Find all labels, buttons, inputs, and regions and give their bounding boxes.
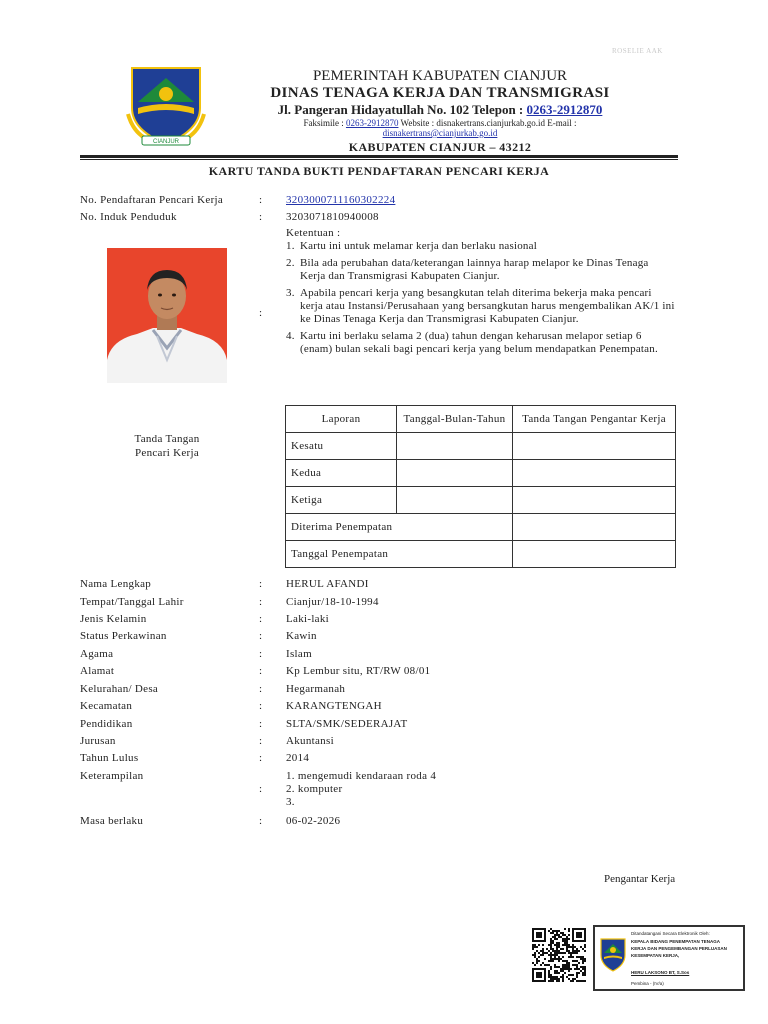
field-label: Kelurahan/ Desa — [80, 683, 159, 695]
address-value: Kp Lembur situ, RT/RW 08/01 — [286, 665, 431, 677]
date-cell[interactable] — [397, 487, 513, 514]
major-value: Akuntansi — [286, 735, 334, 747]
esign-name: HERU LAKSONO BT, S.Sos — [631, 970, 690, 975]
cianjur-logo — [124, 64, 208, 150]
colon: : — [259, 783, 263, 795]
rule-item: 1. Kartu ini untuk melamar kerja dan berlaku nasional — [286, 240, 537, 252]
fax-link[interactable]: 0263-2912870 — [345, 118, 399, 128]
sign-cell[interactable] — [513, 487, 676, 514]
birth-value: Cianjur/18-10-1994 — [286, 596, 379, 608]
officer-title: Pengantar Kerja — [604, 873, 676, 885]
header-government: PEMERINTAH KABUPATEN CIANJUR — [312, 68, 568, 84]
logo-text: CIANJUR — [152, 139, 180, 145]
colon: : — [259, 815, 263, 827]
colon: : — [259, 307, 263, 319]
district-value: KARANGTENGAH — [286, 700, 382, 712]
skill-item: 2. komputer — [286, 783, 343, 795]
esign-rank: Pembina - (IV/a) — [631, 981, 664, 986]
signature-label: Tanda Tangan Pencari Kerja — [134, 433, 200, 459]
header-address — [230, 102, 650, 118]
header-divider — [80, 155, 678, 158]
reg-number-label: No. Pendaftaran Pencari Kerja — [80, 194, 224, 206]
esign-position: KESEMPATAN KERJA, — [631, 953, 680, 958]
village-value: Hegarmanah — [286, 683, 346, 695]
rules-title: Ketentuan : — [286, 227, 341, 239]
validity-value: 06-02-2026 — [286, 815, 341, 827]
rules-list — [286, 240, 676, 360]
address-text: Jl. Pangeran Hidayatullah No. 102 Telepon : — [277, 102, 527, 117]
rule-item: 4. Kartu ini berlaku selama 2 (dua) tahun dengan keharusan melapor setiap 6 (enam) bulan sekali bagi pencari kerja yang belum mendapatkan Penempatan. — [286, 330, 658, 355]
skills-label: Keterampilan — [80, 770, 144, 782]
full-name-value: HERUL AFANDI — [286, 578, 369, 590]
date-cell[interactable] — [397, 433, 513, 460]
email-link[interactable]: disnakertrans@cianjurkab.go.id — [382, 128, 498, 138]
field-label: Agama — [80, 648, 114, 660]
rule-item: 3. Apabila pencari kerja yang besangkutan telah diterima bekerja maka pencari kerja atau Instansi/Perusahaan yang bersangkutan harus mengembalikan AK/1 ini ke Dinas Tenaga Kerja dan Transmigrasi Kabupaten Cianjur. — [286, 287, 675, 325]
esign-position: KERJA DAN PENGEMBANGAN PERLUASAN — [631, 946, 727, 951]
education-value: SLTA/SMK/SEDERAJAT — [286, 718, 408, 730]
field-label: Kecamatan — [80, 700, 133, 712]
sign-cell[interactable] — [513, 541, 676, 568]
field-label: Nama Lengkap — [80, 578, 152, 590]
colon: : — [259, 578, 263, 590]
row-label: Ketiga — [286, 487, 397, 514]
card-title: KARTU TANDA BUKTI PENDAFTARAN PENCARI KERJA — [208, 164, 550, 178]
table-header: Tanggal-Bulan-Tahun — [397, 406, 513, 433]
row-label: Diterima Penempatan — [286, 514, 513, 541]
colon: : — [259, 648, 263, 660]
reg-number-value[interactable]: 3203000711160302224 — [286, 194, 396, 206]
colon: : — [259, 194, 263, 206]
qr-code-icon[interactable] — [532, 928, 586, 982]
sign-cell[interactable] — [513, 514, 676, 541]
table-row — [286, 460, 676, 487]
field-label: Jenis Kelamin — [80, 613, 147, 625]
field-label: Tempat/Tanggal Lahir — [80, 596, 184, 608]
colon: : — [259, 665, 263, 677]
colon: : — [259, 735, 263, 747]
colon: : — [259, 700, 263, 712]
header-agency: DINAS TENAGA KERJA DAN TRANSMIGRASI — [270, 85, 610, 101]
colon: : — [259, 596, 263, 608]
rule-item: 2. Bila ada perubahan data/keterangan lainnya harap melapor ke Dinas Tenaga Kerja dan Transmigrasi Kabupaten Cianjur. — [286, 257, 649, 282]
table-header: Laporan — [286, 406, 397, 433]
table-row — [286, 541, 676, 568]
sign-cell[interactable] — [513, 460, 676, 487]
report-table — [285, 405, 676, 568]
colon: : — [259, 613, 263, 625]
field-label: Alamat — [80, 665, 115, 677]
header-divider-thin — [80, 159, 678, 160]
row-label: Kedua — [286, 460, 397, 487]
validity-label: Masa berlaku — [80, 815, 144, 827]
marital-value: Kawin — [286, 630, 317, 642]
skill-item: 3. — [286, 796, 295, 808]
fax-label: Faksimile : — [303, 118, 346, 128]
person-silhouette — [107, 248, 227, 383]
nik-value: 3203071810940008 — [286, 211, 379, 223]
seal-logo — [598, 937, 628, 973]
graduation-year-value: 2014 — [286, 752, 310, 764]
corner-note: ROSELIE AAK — [612, 47, 663, 55]
esign-position: KEPALA BIDANG PENEMPATAN TENAGA — [631, 939, 721, 944]
phone-link[interactable]: 0263-2912870 — [526, 102, 603, 117]
field-label: Pendidikan — [80, 718, 133, 730]
field-label: Tahun Lulus — [80, 752, 139, 764]
colon: : — [259, 718, 263, 730]
colon: : — [259, 630, 263, 642]
sign-cell[interactable] — [513, 433, 676, 460]
esign-caption: Ditandatangani Secara Elektronik Oleh: — [631, 931, 710, 936]
row-label: Tanggal Penempatan — [286, 541, 513, 568]
website-text: Website : disnakertrans.cianjurkab.go.id E-mail : — [398, 118, 577, 128]
header-regency: KABUPATEN CIANJUR – 43212 — [348, 140, 532, 154]
applicant-photo — [107, 248, 227, 383]
date-cell[interactable] — [397, 460, 513, 487]
gender-value: Laki-laki — [286, 613, 330, 625]
nik-label: No. Induk Penduduk — [80, 211, 177, 223]
table-row — [286, 514, 676, 541]
table-row — [286, 433, 676, 460]
colon: : — [259, 683, 263, 695]
colon: : — [259, 752, 263, 764]
table-header: Tanda Tangan Pengantar Kerja — [513, 406, 676, 433]
field-label: Jurusan — [80, 735, 116, 747]
table-header-row — [286, 406, 676, 433]
colon: : — [259, 211, 263, 223]
religion-value: Islam — [286, 648, 312, 660]
field-label: Status Perkawinan — [80, 630, 167, 642]
table-row — [286, 487, 676, 514]
row-label: Kesatu — [286, 433, 397, 460]
e-signature-box — [593, 925, 745, 991]
skill-item: 1. mengemudi kendaraan roda 4 — [286, 770, 437, 782]
header-fax-line — [230, 118, 650, 128]
